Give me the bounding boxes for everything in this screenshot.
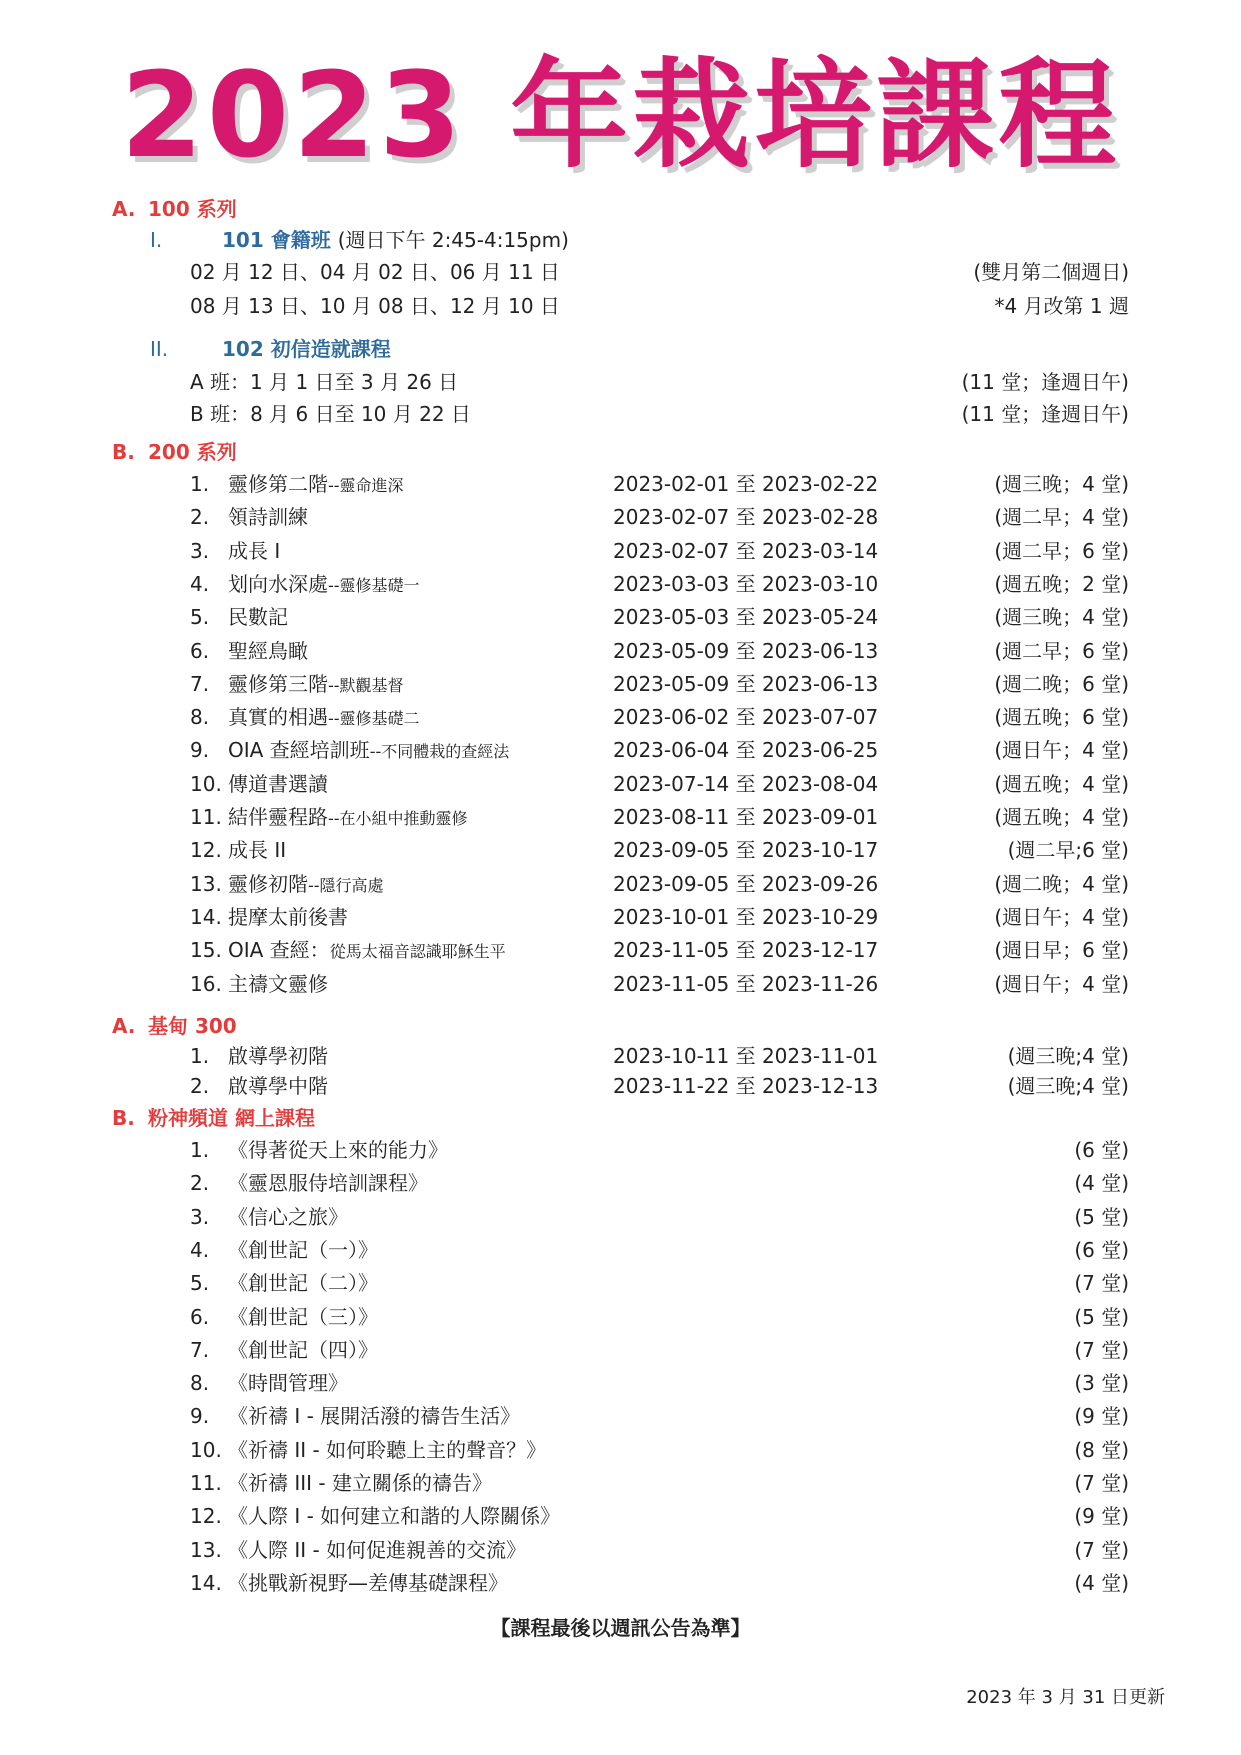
course-name: 真實的相遇 [228, 705, 328, 730]
section-300-heading [112, 1010, 237, 1039]
course-number: 5. [190, 605, 210, 630]
course-name: 傳道書選讀 [228, 771, 328, 796]
course-sessions: (7 堂) [1074, 1537, 1129, 1562]
course-row [190, 535, 280, 564]
course-number: 15. [190, 938, 222, 963]
course-sessions: (7 堂) [1074, 1471, 1129, 1495]
section-letter: B. [112, 1106, 135, 1130]
online-course-row [190, 1234, 378, 1263]
online-course-row [190, 1167, 428, 1196]
course-name: 《創世記（三）》 [228, 1304, 378, 1329]
course-number: 8. [190, 1371, 210, 1396]
course-name: 《創世記（一）》 [228, 1237, 378, 1262]
course-number: 6. [190, 638, 210, 663]
course-number: 12. [190, 838, 222, 863]
course-dates: 2023-06-02 至 2023-07-07 [613, 705, 879, 730]
course-row [190, 568, 420, 597]
course-number: 12. [190, 1504, 222, 1529]
course-name: 《祈禱 II - 如何聆聽上主的聲音？》 [228, 1437, 547, 1462]
course-schedule: (週日午；4 堂) [994, 971, 1129, 996]
course-101-dates-2: 08 月 13 日、10 月 08 日、12 月 10 日 [190, 294, 560, 318]
course-number: 1. [190, 472, 210, 496]
course-dates: 2023-03-03 至 2023-03-10 [613, 571, 879, 596]
course-row [190, 968, 328, 997]
course-name: 《人際 I - 如何建立和諧的人際關係》 [228, 1504, 561, 1529]
course-number: 16. [190, 971, 222, 996]
course-name: 《創世記（二）》 [228, 1271, 378, 1296]
course-name: 成長 I [228, 538, 281, 563]
course-name: 啟導學初階 [228, 1044, 328, 1068]
course-name: 民數記 [228, 605, 288, 630]
course-subtitle: --默觀基督 [328, 675, 404, 695]
course-subtitle: --在小組中推動靈修 [328, 809, 468, 828]
course-row [190, 601, 288, 630]
course-number: 7. [190, 671, 210, 696]
course-sessions: (8 堂) [1074, 1437, 1129, 1462]
course-number: 2. [190, 505, 210, 530]
course-number: 8. [190, 705, 210, 730]
update-date: 2023 年 3 月 31 日更新 [966, 1687, 1165, 1708]
course-row [190, 768, 328, 797]
course-sessions: (9 堂) [1074, 1504, 1129, 1529]
course-101-heading [150, 224, 569, 253]
course-102-note-a: (11 堂；逢週日午) [961, 370, 1129, 394]
notice-text: 【課程最後以週訊公告為準】 [490, 1616, 751, 1640]
course-sessions: (9 堂) [1074, 1404, 1129, 1429]
course-101-note-2: *4 月改第 1 週 [994, 294, 1129, 318]
course-name: 《靈恩服侍培訓課程》 [228, 1171, 428, 1196]
course-name: 主禱文靈修 [228, 971, 328, 996]
course-subtitle: --隱行高處 [308, 875, 384, 895]
course-row [190, 635, 308, 664]
online-course-row [190, 1467, 492, 1496]
section-title: 粉神頻道 網上課程 [148, 1106, 315, 1130]
course-sessions: (7 堂) [1074, 1271, 1129, 1296]
course-dates: 2023-11-22 至 2023-12-13 [613, 1074, 879, 1098]
course-101-title: 101 會籍班 [222, 228, 331, 252]
course-number: 6. [190, 1304, 210, 1329]
course-dates: 2023-09-05 至 2023-09-26 [613, 871, 879, 896]
course-dates: 2023-06-04 至 2023-06-25 [613, 738, 879, 763]
course-name: 提摩太前後書 [228, 904, 348, 929]
course-102-heading [150, 333, 391, 362]
online-course-row [190, 1301, 378, 1330]
course-name: OIA 查經培訓班 [228, 738, 370, 763]
course-dates: 2023-05-09 至 2023-06-13 [613, 671, 879, 696]
course-102-class-b: B 班：8 月 6 日至 10 月 22 日 [190, 402, 471, 426]
course-number: 13. [190, 1537, 222, 1562]
course-schedule: (週二晚；6 堂) [994, 671, 1129, 696]
course-102-class-a: A 班：1 月 1 日至 3 月 26 日 [190, 370, 459, 394]
course-number: 2. [190, 1171, 210, 1196]
course-dates: 2023-02-01 至 2023-02-22 [613, 472, 879, 496]
course-102-title: 102 初信造就課程 [222, 337, 391, 361]
online-course-row [190, 1201, 348, 1230]
course-schedule: (週五晚；2 堂) [994, 571, 1129, 596]
online-course-row [190, 1567, 508, 1596]
page-title: 2023 年栽培課程 [120, 46, 1121, 184]
course-number: 1. [190, 1138, 210, 1162]
course-name: 啟導學中階 [228, 1074, 328, 1098]
course-dates: 2023-07-14 至 2023-08-04 [613, 771, 879, 796]
course-subtitle: --靈修基礎二 [328, 709, 420, 729]
course-schedule: (週五晚；4 堂) [994, 805, 1129, 829]
course-name: OIA 查經： [228, 938, 330, 963]
online-course-row [190, 1134, 448, 1163]
course-sessions: (5 堂) [1074, 1204, 1129, 1229]
online-course-row [190, 1500, 560, 1529]
course-name: 《祈禱 I - 展開活潑的禱告生活》 [228, 1404, 521, 1429]
course-sessions: (4 堂) [1074, 1171, 1129, 1196]
course-number: 9. [190, 738, 210, 763]
course-name: 聖經鳥瞰 [228, 638, 308, 663]
course-name: 靈修第二階 [228, 472, 328, 496]
roman-numeral: I. [150, 228, 163, 252]
course-number: 14. [190, 1570, 222, 1595]
roman-numeral: II. [150, 337, 169, 361]
course-schedule: (週二早;6 堂) [1007, 838, 1129, 863]
course-number: 4. [190, 571, 210, 596]
course-dates: 2023-05-09 至 2023-06-13 [613, 638, 879, 663]
course-name: 《信心之旅》 [228, 1204, 348, 1229]
course-row [190, 501, 308, 530]
course-subtitle: --靈命進深 [328, 476, 404, 495]
course-schedule: (週五晚；4 堂) [994, 771, 1129, 796]
course-101-dates-1: 02 月 12 日、04 月 02 日、06 月 11 日 [190, 260, 560, 284]
course-name: 划向水深處 [228, 571, 328, 596]
online-course-row [190, 1434, 546, 1463]
course-schedule: (週二晚；4 堂) [994, 871, 1129, 896]
course-dates: 2023-05-03 至 2023-05-24 [613, 605, 879, 630]
section-200-heading [112, 436, 237, 465]
online-course-row [190, 1367, 348, 1396]
course-dates: 2023-10-11 至 2023-11-01 [613, 1044, 879, 1068]
course-sessions: (5 堂) [1074, 1304, 1129, 1329]
course-sessions: (3 堂) [1074, 1371, 1129, 1396]
course-name: 《時間管理》 [228, 1371, 348, 1396]
course-schedule: (週三晚;4 堂) [1007, 1044, 1129, 1068]
course-schedule: (週日早；6 堂) [994, 938, 1129, 963]
course-schedule: (週五晚；6 堂) [994, 705, 1129, 730]
online-course-row [190, 1534, 526, 1563]
course-sessions: (7 堂) [1074, 1337, 1129, 1362]
course-sessions: (4 堂) [1074, 1570, 1129, 1595]
course-row [190, 668, 404, 697]
course-schedule: (週三晚；4 堂) [994, 472, 1129, 496]
course-row [190, 901, 348, 930]
course-number: 4. [190, 1237, 210, 1262]
section-letter: B. [112, 440, 135, 464]
course-schedule: (週二早；6 堂) [994, 638, 1129, 663]
course-row [190, 1070, 328, 1099]
course-schedule: (週二早；4 堂) [994, 505, 1129, 530]
course-dates: 2023-11-05 至 2023-11-26 [613, 971, 879, 996]
course-row [190, 734, 509, 763]
course-number: 13. [190, 871, 222, 896]
course-dates: 2023-02-07 至 2023-03-14 [613, 538, 879, 563]
section-title: 100 系列 [148, 197, 237, 221]
course-row [190, 1040, 328, 1069]
course-row [190, 801, 468, 830]
section-title: 基甸 300 [148, 1014, 237, 1038]
section-title: 200 系列 [148, 440, 237, 464]
course-dates: 2023-02-07 至 2023-02-28 [613, 505, 879, 530]
course-row [190, 468, 404, 497]
section-online-heading [112, 1102, 315, 1131]
course-schedule: (週日午；4 堂) [994, 738, 1129, 763]
course-dates: 2023-08-11 至 2023-09-01 [613, 805, 879, 829]
course-row [190, 834, 286, 863]
course-dates: 2023-10-01 至 2023-10-29 [613, 904, 879, 929]
course-subtitle: 從馬太福音認識耶穌生平 [329, 942, 506, 962]
course-name: 領詩訓練 [228, 505, 308, 530]
course-number: 2. [190, 1074, 210, 1098]
course-dates: 2023-11-05 至 2023-12-17 [613, 938, 879, 963]
course-number: 1. [190, 1044, 210, 1068]
course-schedule: (週二早；6 堂) [994, 538, 1129, 563]
course-number: 11. [190, 1471, 222, 1495]
course-name: 《挑戰新視野—差傳基礎課程》 [228, 1570, 508, 1595]
course-name: 結伴靈程路 [228, 805, 328, 829]
course-number: 11. [190, 805, 222, 829]
course-schedule: (週日午；4 堂) [994, 904, 1129, 929]
course-row [190, 868, 384, 897]
course-number: 9. [190, 1404, 210, 1429]
section-100-heading [112, 193, 237, 222]
course-dates: 2023-09-05 至 2023-10-17 [613, 838, 879, 863]
course-name: 《得著從天上來的能力》 [228, 1138, 448, 1162]
course-name: 《祈禱 III - 建立關係的禱告》 [228, 1471, 492, 1495]
course-101-time: (週日下午 2:45-4:15pm) [337, 228, 569, 252]
course-number: 3. [190, 538, 210, 563]
course-row [190, 934, 506, 963]
course-name: 《人際 II - 如何促進親善的交流》 [228, 1537, 527, 1562]
online-course-row [190, 1400, 520, 1429]
course-subtitle: --靈修基礎一 [328, 575, 420, 595]
online-course-row [190, 1267, 378, 1296]
course-number: 3. [190, 1204, 210, 1229]
course-subtitle: --不同體栽的查經法 [369, 742, 510, 762]
online-course-row [190, 1334, 378, 1363]
course-number: 7. [190, 1337, 210, 1362]
course-number: 14. [190, 904, 222, 929]
course-name: 成長 II [228, 838, 287, 863]
course-schedule: (週三晚;4 堂) [1007, 1074, 1129, 1098]
course-number: 5. [190, 1271, 210, 1296]
course-sessions: (6 堂) [1074, 1138, 1129, 1162]
section-letter: A. [112, 1014, 136, 1038]
course-name: 靈修第三階 [228, 671, 328, 696]
course-sessions: (6 堂) [1074, 1237, 1129, 1262]
course-102-note-b: (11 堂；逢週日午) [961, 402, 1129, 426]
course-name: 靈修初階 [228, 871, 308, 896]
section-letter: A. [112, 197, 136, 221]
course-name: 《創世記（四）》 [228, 1337, 378, 1362]
course-number: 10. [190, 1437, 222, 1462]
course-row [190, 701, 420, 730]
course-101-note-1: (雙月第二個週日) [973, 260, 1129, 284]
course-number: 10. [190, 771, 222, 796]
course-schedule: (週三晚；4 堂) [994, 605, 1129, 630]
